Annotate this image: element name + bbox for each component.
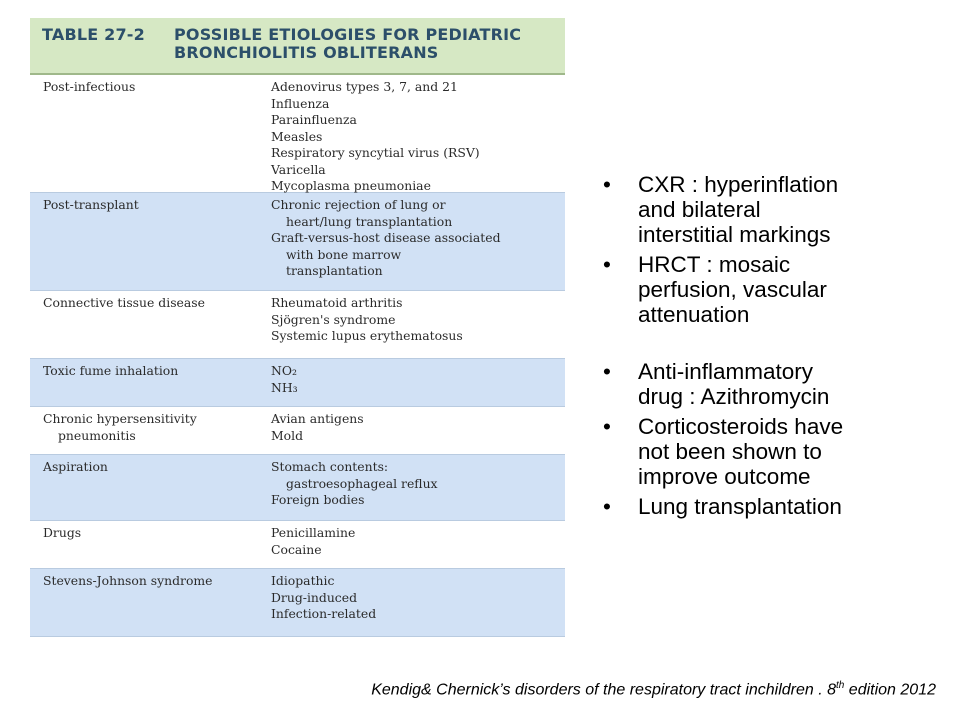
row-item: Penicillamine <box>271 525 356 540</box>
citation-text: Kendig& Chernick’s disorders of the respiratory tract inchildren . 8 <box>371 681 837 699</box>
table-row <box>30 521 565 569</box>
row-item: with bone marrow <box>286 246 402 262</box>
row-item: Parainfluenza <box>271 112 357 127</box>
row-item: Infection-related <box>271 606 377 621</box>
row-item: NH₃ <box>271 379 298 395</box>
bullet-list <box>598 172 938 519</box>
bullet-line: Anti-inflammatory <box>638 359 814 384</box>
row-category-line: Toxic fume inhalation <box>43 363 179 378</box>
row-item: gastroesophageal reflux <box>286 475 438 491</box>
bullet-item <box>598 359 938 409</box>
row-category-line: pneumonitis <box>58 427 136 443</box>
citation-superscript: th <box>836 680 845 691</box>
row-category <box>30 459 271 520</box>
table-heading-line: BRONCHIOLITIS OBLITERANS <box>174 43 439 62</box>
table-body <box>30 75 565 637</box>
bullet-item <box>598 494 938 519</box>
row-items <box>271 79 565 192</box>
row-category <box>30 363 271 406</box>
bullet-line: not been shown to <box>638 439 822 464</box>
row-category-line: Aspiration <box>43 459 108 474</box>
table-row <box>30 291 565 359</box>
row-item: Respiratory syncytial virus (RSV) <box>271 145 480 160</box>
row-item: Idiopathic <box>271 573 335 588</box>
bullet-line: HRCT : mosaic <box>638 252 791 277</box>
table-number: TABLE 27-2 <box>42 25 145 44</box>
bullet-item <box>598 172 938 247</box>
table-heading-line: POSSIBLE ETIOLOGIES FOR PEDIATRIC <box>174 25 522 44</box>
row-category <box>30 79 271 192</box>
row-items <box>271 411 565 454</box>
table-row <box>30 569 565 637</box>
row-category <box>30 197 271 290</box>
row-item: Mold <box>271 427 304 443</box>
row-item: Cocaine <box>271 541 322 557</box>
table-row <box>30 359 565 407</box>
row-items <box>271 573 565 636</box>
bullet-marker: • <box>603 494 611 519</box>
row-item: heart/lung transplantation <box>286 213 453 229</box>
bullet-marker: • <box>603 359 611 384</box>
row-item: NO₂ <box>271 363 297 378</box>
bullet-item <box>598 252 938 327</box>
table-row <box>30 455 565 521</box>
row-item: Stomach contents: <box>271 459 389 474</box>
bullet-line: CXR : hyperinflation <box>638 172 839 197</box>
table-row <box>30 193 565 291</box>
row-category-line: Stevens-Johnson syndrome <box>43 573 213 588</box>
row-items <box>271 525 565 568</box>
row-category-line: Post-infectious <box>43 79 136 94</box>
citation-text-end: edition 2012 <box>844 681 936 699</box>
citation <box>371 680 936 699</box>
row-category <box>30 525 271 568</box>
row-item: Avian antigens <box>271 411 364 426</box>
row-item: Mycoplasma pneumoniae <box>271 178 431 193</box>
bullet-marker: • <box>603 252 611 277</box>
row-category-line: Post-transplant <box>43 197 139 212</box>
row-item: Adenovirus types 3, 7, and 21 <box>271 79 458 94</box>
row-category <box>30 295 271 358</box>
row-category-line: Drugs <box>43 525 82 540</box>
row-item: Rheumatoid arthritis <box>271 295 403 310</box>
row-items <box>271 197 565 290</box>
etiology-table <box>30 18 565 650</box>
bullet-line: and bilateral <box>638 197 761 222</box>
row-category-line: Connective tissue disease <box>43 295 205 310</box>
row-items <box>271 363 565 406</box>
row-items <box>271 295 565 358</box>
bullet-item <box>598 414 938 489</box>
row-item: Sjögren's syndrome <box>271 311 396 327</box>
bullet-marker: • <box>603 414 611 439</box>
bullet-line: interstitial markings <box>638 222 831 247</box>
table-row <box>30 407 565 455</box>
table-row <box>30 75 565 193</box>
row-item: Drug-induced <box>271 589 358 605</box>
bullet-line: attenuation <box>638 302 750 327</box>
table-heading <box>174 26 555 73</box>
row-item: Graft-versus-host disease associated <box>271 230 501 245</box>
row-item: Varicella <box>271 161 326 177</box>
row-item: Foreign bodies <box>271 492 365 507</box>
row-item: transplantation <box>286 263 383 278</box>
row-items <box>271 459 565 520</box>
bullet-line: Lung transplantation <box>638 494 842 519</box>
bullet-line: Corticosteroids have <box>638 414 844 439</box>
bullet-line: drug : Azithromycin <box>638 384 830 409</box>
row-category <box>30 573 271 636</box>
row-item: Measles <box>271 128 323 144</box>
row-category <box>30 411 271 454</box>
table-title <box>30 18 565 75</box>
row-item: Chronic rejection of lung or <box>271 197 446 212</box>
row-category-line: Chronic hypersensitivity <box>43 411 197 426</box>
row-item: Systemic lupus erythematosus <box>271 328 463 343</box>
bullet-line: perfusion, vascular <box>638 277 827 302</box>
row-item: Influenza <box>271 95 330 111</box>
bullet-line: improve outcome <box>638 464 811 489</box>
bullet-marker: • <box>603 172 611 197</box>
